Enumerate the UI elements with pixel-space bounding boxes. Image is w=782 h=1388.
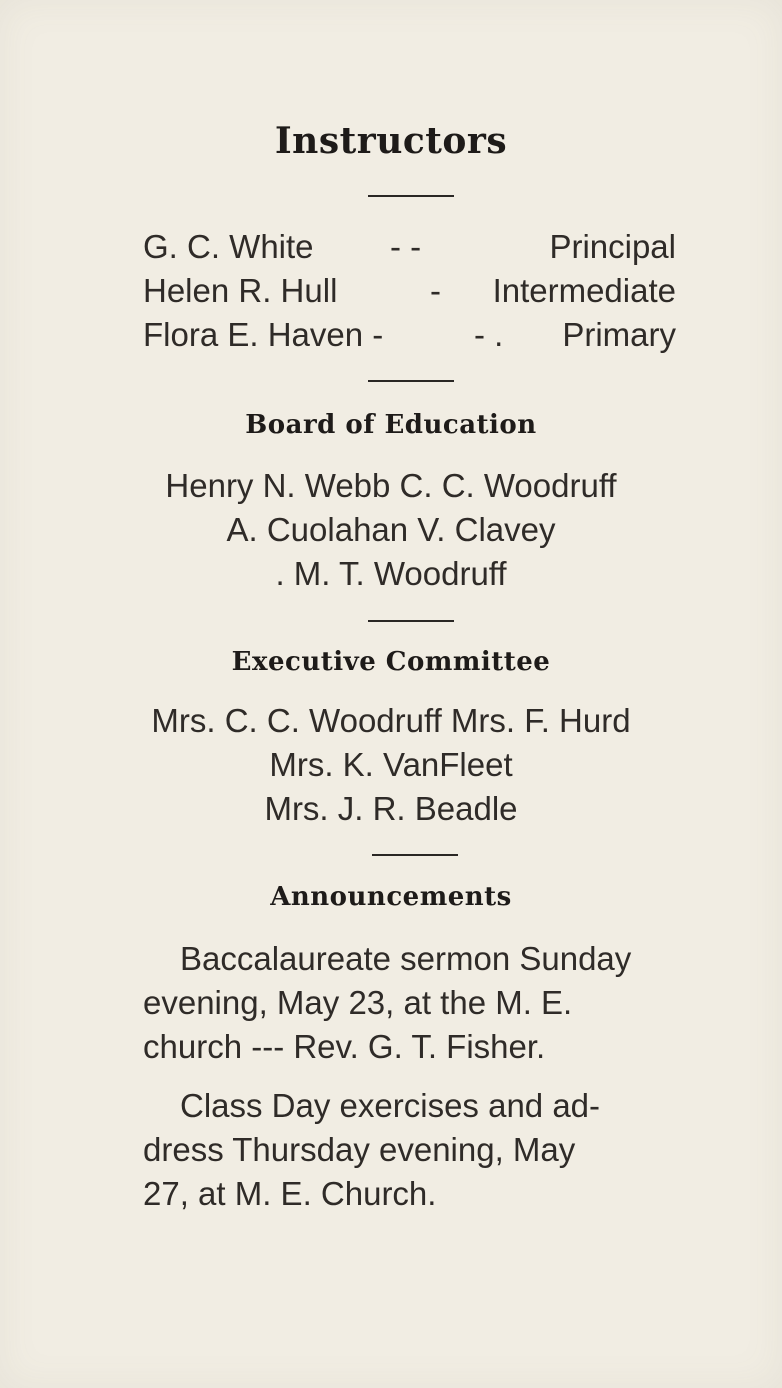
announcements-heading: Announcements xyxy=(270,882,512,912)
board-line: . M. T. Woodruff xyxy=(275,555,507,592)
announcement-line: evening, May 23, at the M. E. xyxy=(143,984,573,1021)
board-heading: Board of Education xyxy=(245,410,537,440)
instructor-name: Flora E. Haven - xyxy=(143,316,384,353)
instructors-heading: Instructors xyxy=(274,120,508,162)
announcement-line: Baccalaureate sermon Sunday xyxy=(180,940,632,977)
committee-heading: Executive Committee xyxy=(231,647,551,677)
instructor-dashes: - xyxy=(430,272,441,309)
instructor-name: G. C. White xyxy=(143,228,314,265)
divider xyxy=(368,620,454,622)
announcement-line: church --- Rev. G. T. Fisher. xyxy=(143,1028,546,1065)
divider xyxy=(368,380,454,382)
instructor-dashes: - - xyxy=(390,228,422,265)
committee-line: Mrs. J. R. Beadle xyxy=(264,790,518,827)
instructor-role: Intermediate xyxy=(492,272,676,309)
board-line: Henry N. Webb C. C. Woodruff xyxy=(165,467,617,504)
announcement-line: 27, at M. E. Church. xyxy=(143,1175,437,1212)
divider xyxy=(368,195,454,197)
instructor-dashes: - . xyxy=(474,316,504,353)
announcement-line: dress Thursday evening, May xyxy=(143,1131,576,1168)
instructor-name: Helen R. Hull xyxy=(143,272,338,309)
instructor-role: Primary xyxy=(562,316,676,353)
committee-line: Mrs. C. C. Woodruff Mrs. F. Hurd xyxy=(151,702,631,739)
board-line: A. Cuolahan V. Clavey xyxy=(226,511,556,548)
divider xyxy=(372,854,458,856)
announcement-line: Class Day exercises and ad- xyxy=(180,1087,601,1124)
instructor-role: Principal xyxy=(549,228,676,265)
committee-line: Mrs. K. VanFleet xyxy=(269,746,513,783)
